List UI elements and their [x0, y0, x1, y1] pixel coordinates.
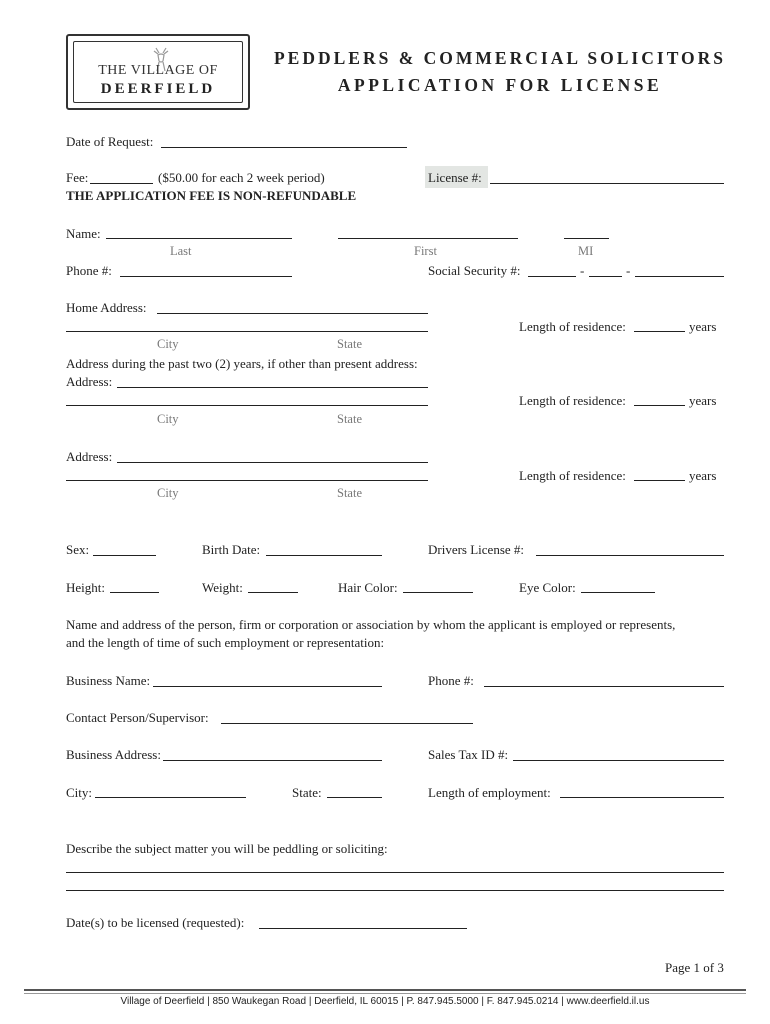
form-title-line1: PEDDLERS & COMMERCIAL SOLICITORS [273, 48, 727, 68]
past-1-city-caption: City [157, 412, 179, 426]
footer-contact: Village of Deerfield | 850 Waukegan Road | Deerfield, IL 60015 | P. 847.945.5000 | F. 847.945.0214 | www.deerfield.il.us [120, 996, 650, 1007]
license-dates-field[interactable] [259, 928, 467, 929]
drivers-license-field[interactable] [536, 555, 724, 556]
business-phone-field[interactable] [484, 686, 724, 687]
fee-field[interactable] [90, 183, 153, 184]
height-label: Height: [66, 580, 105, 595]
birth-date-label: Birth Date: [202, 542, 261, 557]
ssn-dash-2: - [626, 263, 631, 278]
page-number: Page 1 of 3 [665, 960, 724, 975]
business-name-field[interactable] [153, 686, 382, 687]
phone-label: Phone #: [66, 263, 112, 278]
subject-matter-line-2[interactable] [66, 890, 724, 891]
home-city-caption: City [157, 337, 179, 351]
business-phone-label: Phone #: [428, 673, 474, 688]
home-city-state-field[interactable] [66, 331, 428, 332]
home-state-caption: State [337, 337, 362, 351]
past-address-1-label: Address: [66, 374, 113, 389]
sex-field[interactable] [93, 555, 156, 556]
ssn-part2-field[interactable] [589, 276, 622, 277]
past-address-2-field[interactable] [117, 462, 428, 463]
fee-note: ($50.00 for each 2 week period) [158, 170, 325, 185]
past-1-residence-field[interactable] [634, 405, 685, 406]
logo-line2: DEERFIELD [100, 81, 216, 97]
first-name-field[interactable] [338, 238, 518, 239]
eye-color-field[interactable] [581, 592, 655, 593]
past-1-residence-years: years [689, 393, 717, 408]
past-address-1-field[interactable] [117, 387, 428, 388]
contact-person-field[interactable] [221, 723, 473, 724]
date-of-request-label: Date of Request: [66, 134, 154, 149]
ssn-part1-field[interactable] [528, 276, 576, 277]
name-label: Name: [66, 226, 101, 241]
fee-label: Fee: [66, 170, 89, 185]
footer-rule [24, 989, 746, 991]
footer-rule-thin [24, 993, 746, 994]
employment-length-field[interactable] [560, 797, 724, 798]
weight-field[interactable] [248, 592, 298, 593]
weight-label: Weight: [202, 580, 243, 595]
home-address-label: Home Address: [66, 300, 147, 315]
business-city-field[interactable] [95, 797, 246, 798]
license-number-field[interactable] [490, 183, 724, 184]
home-address-field[interactable] [157, 313, 428, 314]
last-name-field[interactable] [106, 238, 292, 239]
employer-intro-line2: and the length of time of such employment or representation: [66, 635, 385, 650]
hair-color-label: Hair Color: [338, 580, 398, 595]
ssn-part3-field[interactable] [635, 276, 724, 277]
business-state-field[interactable] [327, 797, 382, 798]
past-address-1-city-state-field[interactable] [66, 405, 428, 406]
employment-length-label: Length of employment: [428, 785, 551, 800]
contact-person-label: Contact Person/Supervisor: [66, 710, 209, 725]
business-address-field[interactable] [163, 760, 382, 761]
home-residence-years: years [689, 319, 717, 334]
ssn-dash-1: - [580, 263, 585, 278]
drivers-license-label: Drivers License #: [428, 542, 525, 557]
past-2-residence-label: Length of residence: [519, 468, 626, 483]
employer-intro-line1: Name and address of the person, firm or corporation or association by whom the applicant is employed or represents, [66, 617, 676, 632]
past-2-residence-field[interactable] [634, 480, 685, 481]
hair-color-field[interactable] [403, 592, 473, 593]
subject-matter-line-1[interactable] [66, 872, 724, 873]
last-name-caption: Last [170, 244, 192, 258]
sex-label: Sex: [66, 542, 90, 557]
license-dates-label: Date(s) to be licensed (requested): [66, 915, 245, 930]
phone-field[interactable] [120, 276, 292, 277]
eye-color-label: Eye Color: [519, 580, 576, 595]
ssn-label: Social Security #: [428, 263, 521, 278]
middle-initial-caption: MI [578, 244, 594, 258]
past-address-2-city-state-field[interactable] [66, 480, 428, 481]
birth-date-field[interactable] [266, 555, 382, 556]
license-number-label: License #: [428, 170, 482, 185]
village-logo [66, 34, 250, 110]
past-2-city-caption: City [157, 486, 179, 500]
past-2-state-caption: State [337, 486, 362, 500]
past-address-2-label: Address: [66, 449, 113, 464]
first-name-caption: First [414, 244, 437, 258]
home-residence-label: Length of residence: [519, 319, 626, 334]
home-residence-field[interactable] [634, 331, 685, 332]
form-title-line2: APPLICATION FOR LICENSE [337, 75, 663, 95]
middle-initial-field[interactable] [564, 238, 609, 239]
non-refundable-notice: THE APPLICATION FEE IS NON-REFUNDABLE [66, 188, 357, 203]
business-state-label: State: [292, 785, 322, 800]
sales-tax-field[interactable] [513, 760, 724, 761]
past-2-residence-years: years [689, 468, 717, 483]
past-address-intro: Address during the past two (2) years, if other than present address: [66, 356, 418, 371]
sales-tax-label: Sales Tax ID #: [428, 747, 509, 762]
past-1-state-caption: State [337, 412, 362, 426]
height-field[interactable] [110, 592, 159, 593]
past-1-residence-label: Length of residence: [519, 393, 626, 408]
subject-matter-label: Describe the subject matter you will be peddling or soliciting: [66, 841, 388, 856]
business-address-label: Business Address: [66, 747, 161, 762]
business-city-label: City: [66, 785, 93, 800]
date-of-request-field[interactable] [161, 147, 407, 148]
logo-line1: THE VILLAGE OF [98, 63, 218, 78]
business-name-label: Business Name: [66, 673, 151, 688]
